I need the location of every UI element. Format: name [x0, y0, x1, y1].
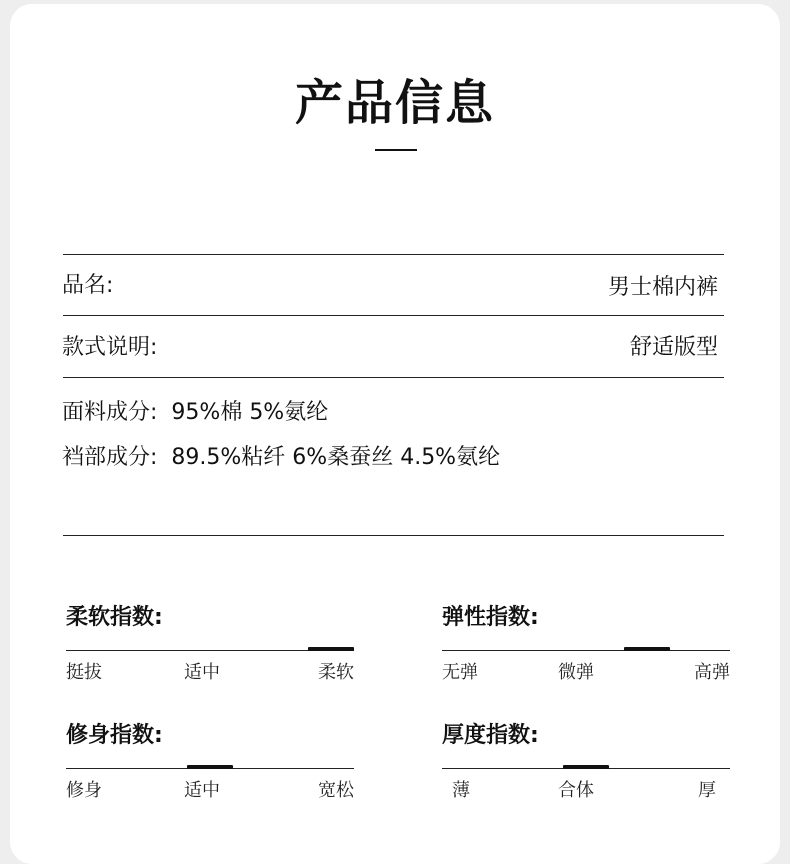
product-info-card [10, 4, 780, 864]
crotch-composition [62, 443, 500, 473]
fabric-composition-value: 95%棉 5%氨纶 [171, 400, 329, 425]
divider-3 [63, 377, 724, 378]
elasticity-tick-mid: 微弹 [558, 662, 594, 683]
elasticity-tick-low: 无弹 [442, 662, 478, 683]
elasticity-marker [624, 647, 670, 651]
softness-tick-mid: 适中 [184, 662, 220, 683]
softness-tick-high: 柔软 [318, 662, 354, 683]
fit-tick-mid: 适中 [184, 780, 220, 801]
softness-scale-title: 柔软指数: [66, 605, 163, 630]
thickness-scale-title: 厚度指数: [442, 723, 539, 748]
fit-tick-high: 宽松 [318, 780, 354, 801]
fit-tick-low: 修身 [66, 780, 102, 801]
thickness-marker [563, 765, 609, 769]
crotch-composition-label: 裆部成分: [62, 445, 158, 470]
fabric-composition [62, 398, 328, 428]
fabric-composition-label: 面料成分: [62, 400, 158, 425]
divider-top [63, 254, 724, 255]
page-title: 产品信息 [294, 75, 495, 131]
elasticity-scale-title: 弹性指数: [442, 605, 539, 630]
style-label: 款式说明: [62, 335, 158, 360]
fit-scale-title: 修身指数: [66, 723, 163, 748]
fit-marker [187, 765, 233, 769]
softness-marker [308, 647, 354, 651]
product-name-value: 男士棉内裤 [607, 275, 718, 300]
elasticity-track [442, 650, 730, 651]
divider-2 [63, 315, 724, 316]
elasticity-tick-high: 高弹 [694, 662, 730, 683]
title-underline [375, 149, 417, 151]
softness-tick-low: 挺拔 [66, 662, 102, 683]
thickness-tick-low: 薄 [452, 780, 470, 801]
thickness-tick-mid: 合体 [558, 780, 594, 801]
style-value: 舒适版型 [629, 335, 718, 360]
crotch-composition-value: 89.5%粘纤 6%桑蚕丝 4.5%氨纶 [171, 445, 501, 470]
product-name-label: 品名: [62, 273, 114, 298]
divider-4 [63, 535, 724, 536]
thickness-tick-high: 厚 [698, 780, 716, 801]
